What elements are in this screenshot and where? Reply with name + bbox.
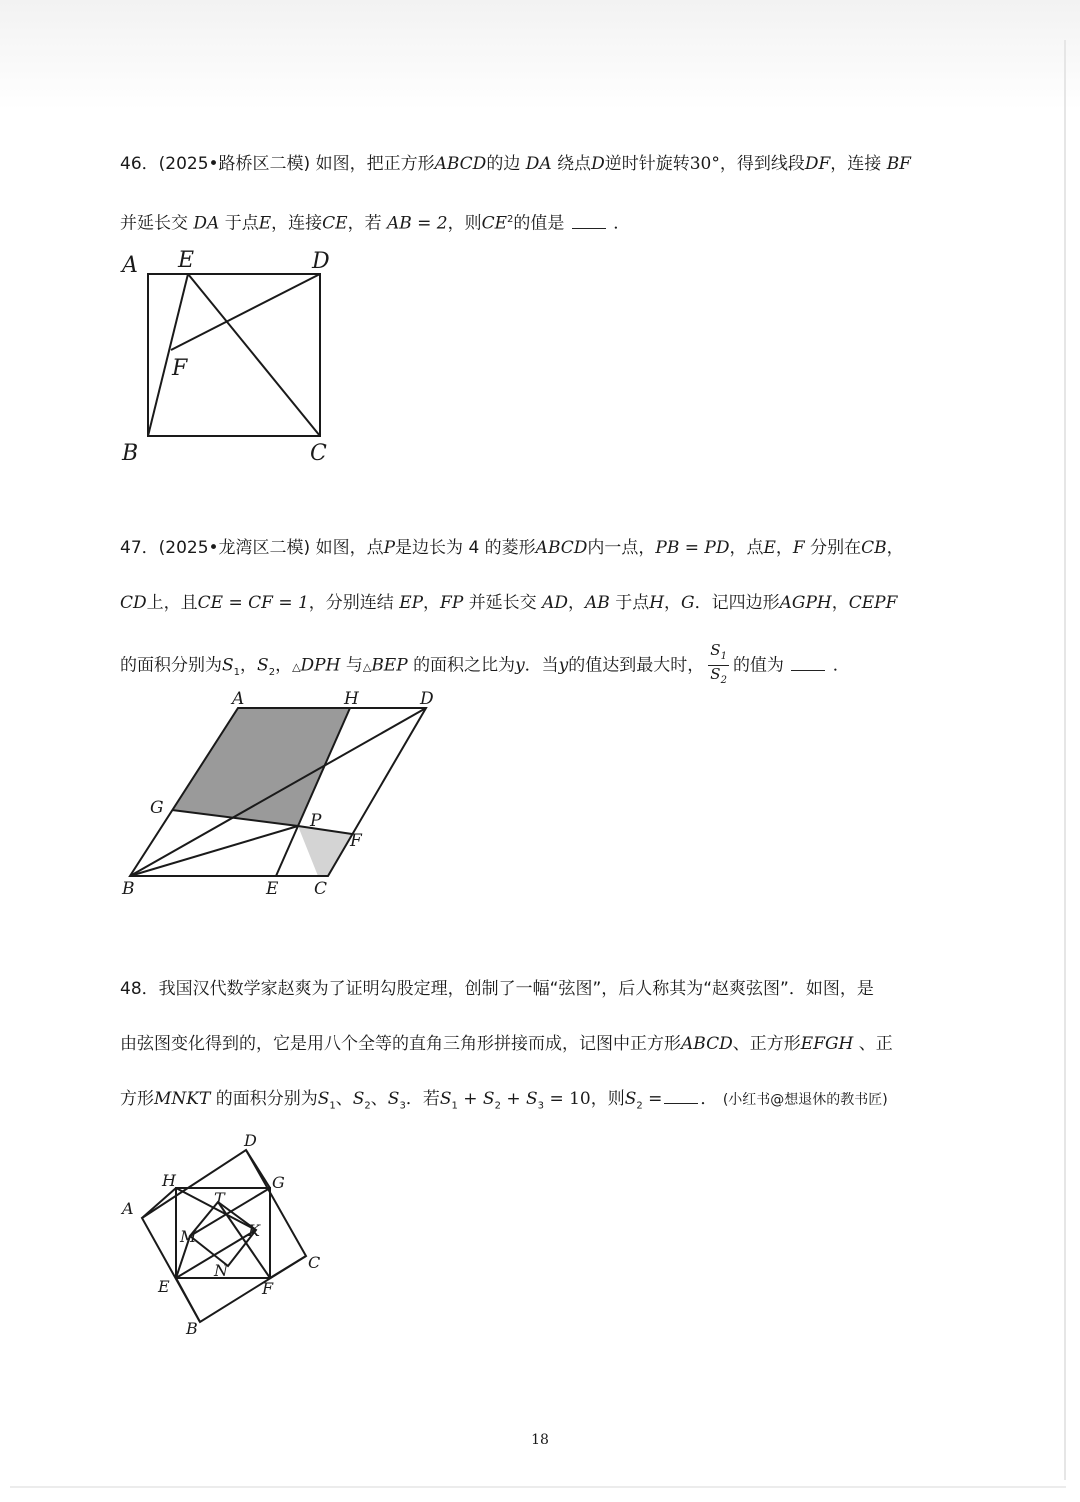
- q47-line-1: [120, 536, 904, 560]
- text: 、正方形: [732, 1034, 801, 1054]
- math: CE: [481, 213, 508, 234]
- math: EP: [399, 593, 424, 613]
- math: DF: [804, 154, 831, 174]
- math: S: [482, 1089, 495, 1109]
- math: CE = CF = 1: [197, 593, 309, 613]
- text: 的值为: [732, 655, 784, 676]
- math: E: [258, 213, 272, 234]
- q48-line-2: [120, 1032, 893, 1056]
- triangle-symbol: △: [362, 660, 372, 674]
- text: 绕点: [557, 154, 592, 174]
- page-number: 18: [531, 1432, 549, 1448]
- label-c: C: [308, 1253, 321, 1272]
- math: S: [222, 655, 234, 676]
- label-h: H: [344, 689, 359, 709]
- segment-gd: [246, 1150, 270, 1188]
- text: ，连接: [830, 154, 882, 174]
- text: 的面积之比为: [413, 655, 516, 676]
- text: 并延长交: [120, 213, 188, 234]
- label-c: C: [310, 441, 327, 466]
- label-e: E: [158, 1277, 170, 1296]
- label-e: E: [178, 248, 195, 273]
- label-g: G: [272, 1173, 285, 1192]
- label-c: C: [314, 879, 328, 899]
- math: S: [624, 1089, 637, 1109]
- math: 3: [399, 1100, 406, 1112]
- label-b: B: [122, 441, 139, 466]
- text: ．当: [524, 655, 559, 676]
- math: +: [500, 1089, 527, 1109]
- text: 于点: [224, 213, 259, 234]
- label-f: F: [350, 831, 362, 851]
- text: 、正: [858, 1034, 893, 1054]
- segment-fc: [270, 1256, 306, 1278]
- label-k: K: [248, 1221, 260, 1240]
- q48-line-1: [120, 977, 874, 1001]
- label-n: N: [214, 1261, 228, 1280]
- text: 的边: [486, 154, 521, 174]
- label-a: A: [122, 253, 138, 278]
- math: G: [681, 593, 695, 613]
- segment-bf-extended: [148, 274, 188, 436]
- segment-bp: [130, 826, 298, 876]
- label-d: D: [244, 1131, 257, 1150]
- math: 2: [636, 1100, 643, 1112]
- text: ，: [423, 593, 441, 613]
- text: 的面积分别为: [215, 1089, 318, 1109]
- math: BF: [886, 154, 911, 174]
- math: PB = PD: [655, 538, 730, 558]
- segment-eb: [176, 1278, 200, 1322]
- math: CD: [120, 593, 147, 613]
- math: S: [317, 1089, 330, 1109]
- segment-pe: [276, 826, 298, 876]
- text: 与: [345, 655, 363, 676]
- math: 30°: [689, 154, 720, 174]
- label-t: T: [214, 1189, 225, 1208]
- answer-blank[interactable]: [572, 214, 606, 229]
- text: 上，且: [146, 593, 198, 613]
- math: y: [515, 655, 525, 676]
- math: 1: [451, 1100, 458, 1112]
- q46-line-2: [120, 208, 630, 236]
- math: +: [457, 1089, 483, 1109]
- text: ．: [832, 655, 850, 676]
- label-f: F: [172, 356, 188, 381]
- text: ，则: [590, 1089, 625, 1109]
- text: ．记四边形: [694, 593, 780, 613]
- text: 的面积分别为: [120, 655, 222, 676]
- label-b: B: [122, 879, 135, 899]
- math: 1: [329, 1100, 336, 1112]
- math: AGPH: [779, 593, 832, 613]
- math: 1: [720, 651, 727, 662]
- label-h: H: [162, 1171, 176, 1190]
- segment-ha: [142, 1188, 176, 1218]
- math: S: [710, 641, 721, 659]
- text: 并延长交: [468, 593, 537, 613]
- text: ，: [886, 538, 904, 558]
- label-a: A: [122, 1199, 134, 1218]
- math: ABCD: [535, 538, 588, 558]
- text: ，则: [447, 213, 482, 234]
- math: EFGH: [800, 1034, 854, 1054]
- text: 47．(2025•龙湾区二模) 如图，点: [120, 538, 384, 558]
- text: 、: [335, 1089, 353, 1109]
- text: ，连接: [271, 213, 323, 234]
- math: DA: [525, 154, 552, 174]
- math: S: [387, 1089, 400, 1109]
- math: D: [591, 154, 605, 174]
- text: 方形: [120, 1089, 154, 1109]
- square-abcd: [148, 274, 320, 436]
- math: ABCD: [434, 154, 487, 174]
- math: 2: [494, 1100, 501, 1112]
- math: S: [257, 655, 269, 676]
- math: P: [383, 538, 396, 558]
- math: CE: [322, 213, 348, 234]
- math: E: [763, 538, 776, 558]
- text: ．若: [405, 1089, 440, 1109]
- text: 是边长为 4 的菱形: [395, 538, 536, 558]
- q48-figure: [110, 1126, 340, 1346]
- text: 分别在: [810, 538, 862, 558]
- text: 由弦图变化得到的，它是用八个全等的直角三角形拼接而成，记图中正方形: [120, 1034, 681, 1054]
- text: ，: [240, 655, 258, 676]
- source-note: (小红书@想退休的教书匠): [722, 1092, 888, 1108]
- text: 的值达到最大时，: [568, 655, 705, 676]
- label-f: F: [262, 1279, 274, 1298]
- math: 2: [720, 675, 727, 686]
- math: H: [649, 593, 665, 613]
- math: AD: [542, 593, 569, 613]
- page-edge: [10, 1486, 1066, 1488]
- math: S: [710, 665, 721, 683]
- label-a: A: [232, 689, 245, 709]
- text: ，分别连结: [308, 593, 394, 613]
- text: 逆时针旋转: [604, 154, 690, 174]
- fraction-s1-over-s2: [708, 642, 729, 689]
- q47-figure: [110, 686, 450, 901]
- math: CEPF: [848, 593, 898, 613]
- math: 2: [364, 1100, 371, 1112]
- text: 46．(2025•路桥区二模) 如图，把正方形: [120, 154, 435, 174]
- triangle-symbol: △: [292, 660, 301, 674]
- q46-figure: [110, 240, 350, 470]
- text: ，点: [729, 538, 764, 558]
- math: DA: [193, 213, 220, 234]
- text: 于点: [615, 593, 650, 613]
- math: 2: [268, 666, 276, 678]
- label-p: P: [310, 811, 322, 831]
- math: MNKT: [154, 1089, 211, 1109]
- q48-line-3: [120, 1087, 888, 1118]
- label-g: G: [150, 798, 164, 818]
- math: 2: [507, 214, 514, 225]
- q47-line-2: [120, 591, 897, 615]
- text: ．: [700, 1089, 718, 1109]
- math: = 10: [544, 1089, 591, 1109]
- text: ，: [831, 593, 849, 613]
- math: CB: [861, 538, 887, 558]
- answer-blank[interactable]: [791, 656, 825, 671]
- text: 48．我国汉代数学家赵爽为了证明勾股定理，创制了一幅“弦图”，后人称其为“赵爽弦图”．如图，是: [120, 979, 874, 999]
- text: ，若: [347, 213, 382, 234]
- math: F: [792, 538, 805, 558]
- math: BEP: [371, 655, 408, 676]
- math: AB: [585, 593, 610, 613]
- math: DPH: [300, 655, 341, 676]
- q46-line-1: [120, 152, 911, 176]
- math: S: [526, 1089, 538, 1109]
- math: 3: [537, 1100, 545, 1112]
- label-b: B: [186, 1319, 198, 1338]
- label-m: M: [180, 1227, 197, 1246]
- math: S: [439, 1089, 452, 1109]
- math: AB = 2: [386, 213, 448, 234]
- math: S: [352, 1089, 365, 1109]
- math: y: [558, 655, 569, 676]
- label-d: D: [312, 249, 330, 274]
- text: 的值是: [513, 213, 565, 234]
- math: 1: [233, 666, 241, 678]
- segment-df: [171, 274, 320, 350]
- text: ，: [775, 538, 793, 558]
- page-edge: [1064, 40, 1066, 1480]
- text: ，得到线段: [719, 154, 805, 174]
- text: ，: [275, 655, 293, 676]
- text: 、: [370, 1089, 388, 1109]
- math: =: [642, 1089, 663, 1109]
- label-d: D: [420, 689, 434, 709]
- math: FP: [440, 593, 464, 613]
- answer-blank[interactable]: [664, 1089, 698, 1104]
- q47-line-3: [120, 642, 850, 690]
- segment-ec: [188, 274, 320, 436]
- text: 内一点，: [587, 538, 656, 558]
- text: ，: [664, 593, 682, 613]
- text: ．: [613, 213, 631, 234]
- text: ，: [568, 593, 586, 613]
- math: ABCD: [681, 1034, 733, 1054]
- label-e: E: [266, 879, 279, 899]
